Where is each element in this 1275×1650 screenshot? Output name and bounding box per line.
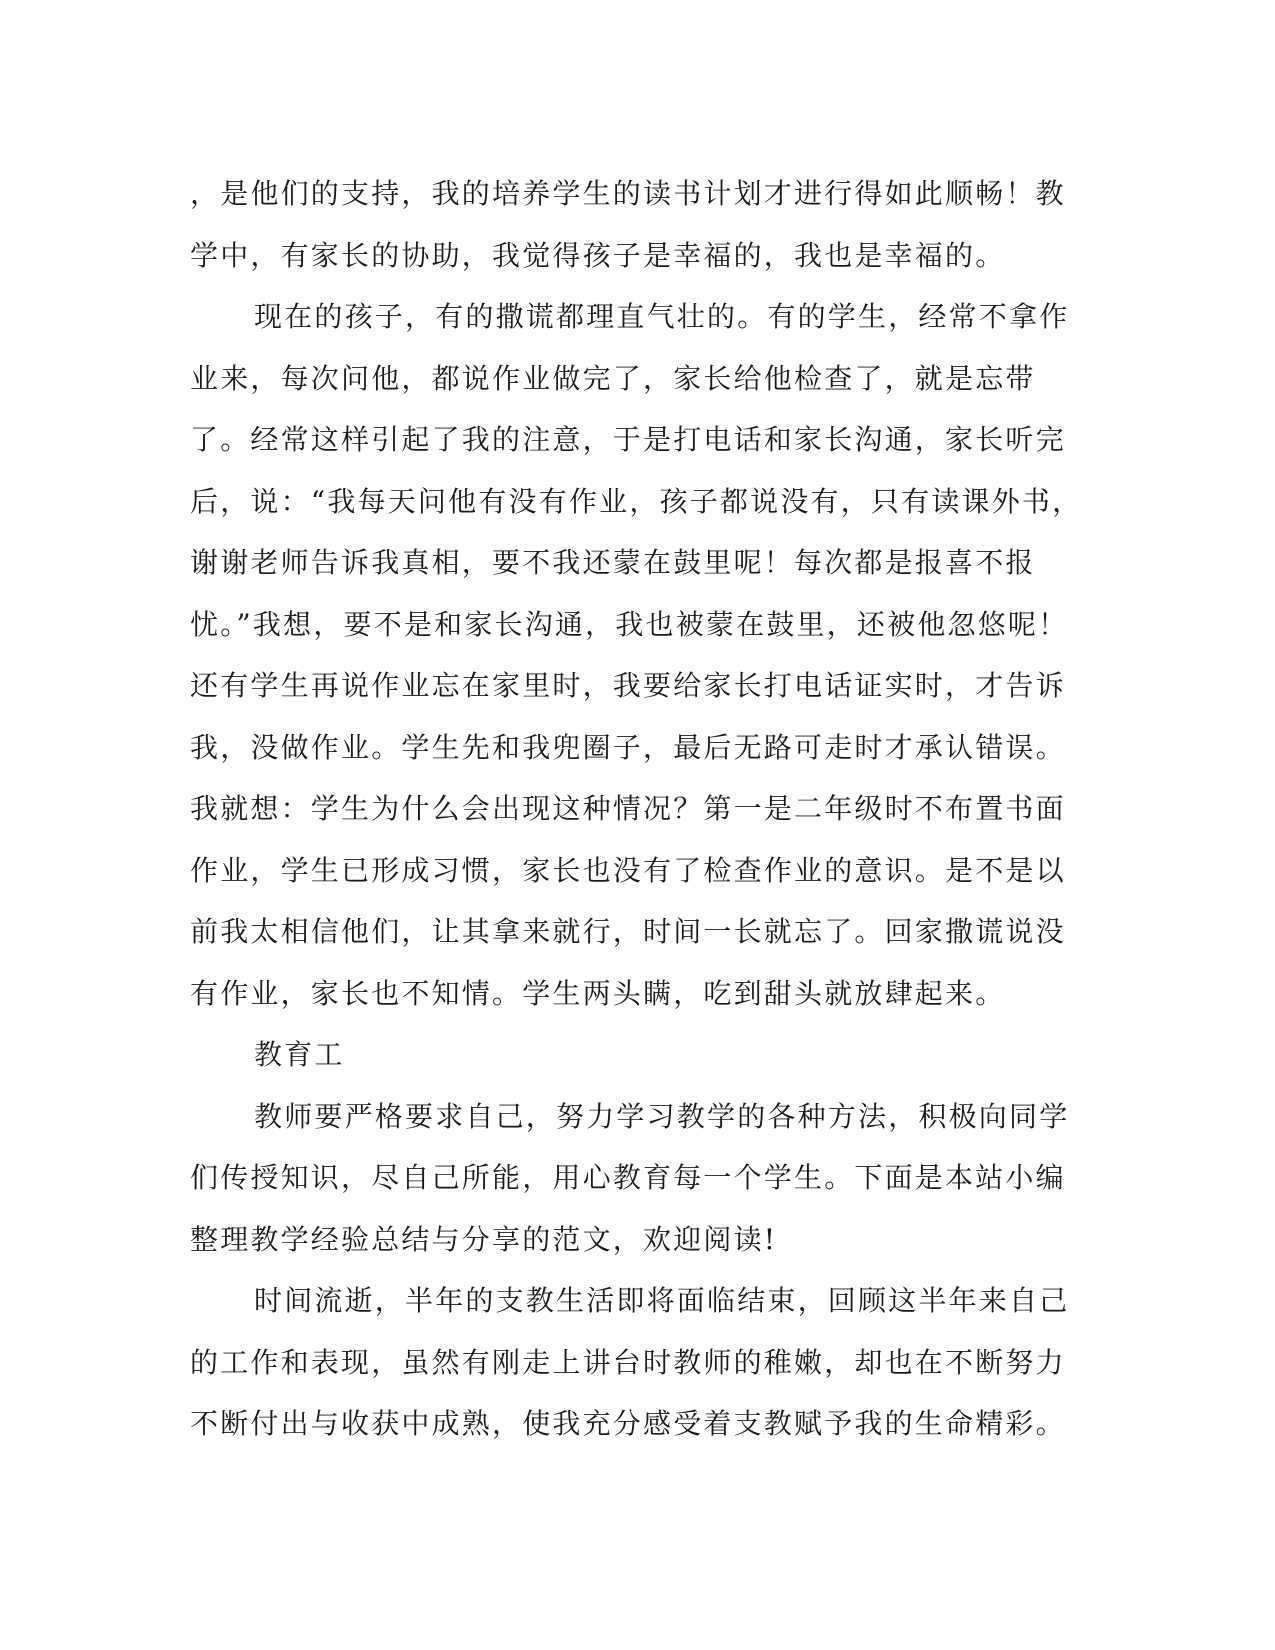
paragraph-2: 现在的孩子，有的撒谎都理直气壮的。有的学生，经常不拿作业来，每次问他，都说作业做完了，家长给他检查了，就是忘带了。经常这样引起了我的注意，于是打电话和家长沟通，家长听完后，说：“我每天问他有没有作业，孩子都说没有，只有读课外书，谢谢老师告诉我真相，要不我还蒙在鼓里呢！每次都是报喜不报忧。”我想，要不是和家长沟通，我也被蒙在鼓里，还被他忽悠呢！还有学生再说作业忘在家里时，我要给家长打电话证实时，才告诉我，没做作业。学生先和我兜圈子，最后无路可走时才承认错误。我就想：学生为什么会出现这种情况？第一是二年级时不布置书面作业，学生已形成习惯，家长也没有了检查作业的意识。是不是以前我太相信他们，让其拿来就行，时间一长就忘了。回家撒谎说没有作业，家长也不知情。学生两头瞒，吃到甜头就放肆起来。 (190, 300, 1083, 1010)
paragraph-1: ，是他们的支持，我的培养学生的读书计划才进行得如此顺畅！教学中，有家长的协助，我觉得孩子是幸福的，我也是幸福的。 (190, 177, 1066, 272)
document-body (190, 163, 1085, 1455)
paragraph-3: 教育工 (254, 1038, 345, 1071)
paragraph-4: 教师要严格要求自己，努力学习教学的各种方法，积极向同学们传授知识，尽自己所能，用心教育每一个学生。下面是本站小编整理教学经验总结与分享的范文，欢迎阅读! (190, 1099, 1070, 1256)
paragraph-5: 时间流逝，半年的支教生活即将面临结束，回顾这半年来自己的工作和表现，虽然有刚走上讲台时教师的稚嫩，却也在不断努力不断付出与收获中成熟，使我充分感受着支教赋予我的生命精彩。 (190, 1284, 1070, 1440)
